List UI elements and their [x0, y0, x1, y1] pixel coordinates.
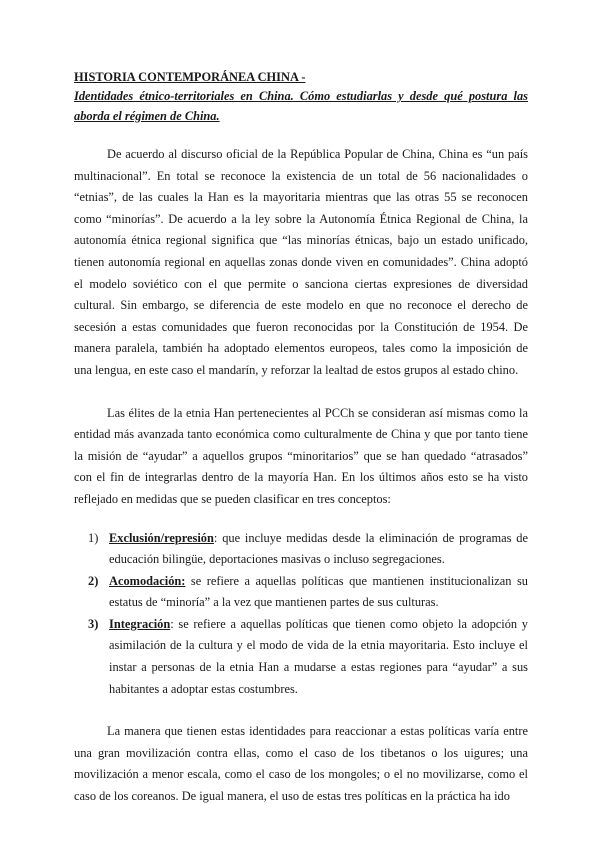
document-body: [74, 68, 528, 829]
list-item: [74, 571, 528, 614]
list-item-number: 3): [88, 616, 99, 631]
paragraph: De acuerdo al discurso oficial de la República Popular de China, China es “un país multinacional”. En total se reconoce la existencia de un total de 56 nacionalidades o “etnias”, de las cuales la Han es la mayoritaria mientras que las otras 55 se reconocen como “minorías”. De acuerdo a la ley sobre la Autonomía Étnica Regional de China, la autonomía étnica regional significa que “las minorías étnicas, bajo un estado unificado, tienen autonomía regional en aquellas zonas donde viven en comunidades”. China adoptó el modelo soviético con el que permite o sanciona ciertas expresiones de diversidad cultural. Sin embargo, se diferencia de este modelo en que no reconoce el derecho de secesión a estas comunidades que fueron reconocidas por la Constitución de 1954. De manera paralela, también ha adoptado elementos europeos, tales como la imposición de una lengua, en este caso el mandarín, y reforzar la lealtad de estos grupos al estado chino.: [74, 147, 528, 377]
list-item-number: 2): [88, 573, 99, 588]
list-item-number: 1): [88, 530, 99, 545]
concept-description: se refiere a aquellas políticas que mantienen institucionalizan su estatus de “minoría” a la vez que mantienen partes de sus culturas.: [109, 573, 528, 610]
concept-description: se refiere a aquellas políticas que tienen como objeto la adopción y asimilación de la cultura y el modo de vida de la etnia mayoritaria. Esto incluye el instar a personas de la etnia Han a mudarse a estas regiones para “ayudar” a sus habitantes a adoptar estas costumbres.: [109, 616, 528, 696]
concept-description: que incluye medidas desde la eliminación de programas de educación bilingüe, deportaciones masivas o incluso segregaciones.: [109, 530, 528, 567]
list-item: [74, 614, 528, 700]
paragraph: Las élites de la etnia Han pertenecientes al PCCh se consideran así mismas como la entidad más avanzada tanto económica como culturalmente de China y que por tanto tiene la misión de “ayudar” a aquellos grupos “minoritarios” que se han quedado “atrasados” con el fin de integrarlas dentro de la mayoría Han. En los últimos años esto se ha visto reflejado en medidas que se pueden clasificar en tres conceptos:: [74, 405, 528, 506]
list-item: [74, 528, 528, 571]
concept-term: Exclusión/represión: [109, 530, 214, 545]
paragraph: La manera que tienen estas identidades para reaccionar a estas políticas varía entre una gran movilización contra ellas, como el caso de los tibetanos o los uigures; una movilización a menor escala, como el caso de los mongoles; o el no movilizarse, como el caso de los coreanos. De igual manera, el uso de estas tres políticas en la práctica ha ido: [74, 724, 528, 804]
document-title: HISTORIA CONTEMPORÁNEA CHINA -: [74, 70, 306, 84]
concept-separator: :: [213, 530, 218, 545]
document-subtitle: Identidades étnico-territoriales en China. Cómo estudiarlas y desde qué postura las aborda el régimen de China.: [74, 89, 528, 123]
concept-term: Integración: [109, 616, 171, 631]
concept-term: Acomodación:: [109, 573, 186, 588]
concepts-list: [74, 528, 528, 701]
concept-separator: :: [170, 616, 174, 631]
